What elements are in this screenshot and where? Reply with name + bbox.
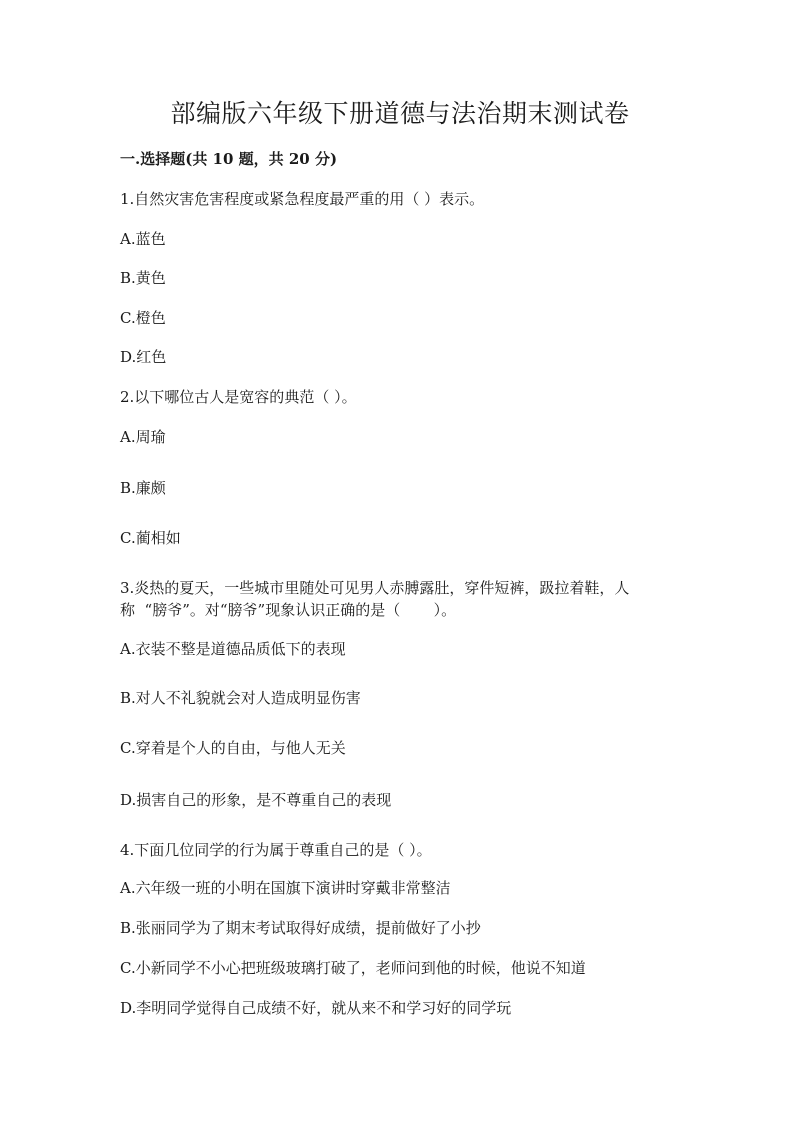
- question-1-option-b: B.黄色: [120, 269, 166, 287]
- question-3-option-c: C.穿着是个人的自由，与他人无关: [120, 739, 346, 757]
- question-4-stem: 4.下面几位同学的行为属于尊重自己的是（ ）。: [120, 841, 432, 859]
- question-4-option-a: A.六年级一班的小明在国旗下演讲时穿戴非常整洁: [120, 879, 451, 897]
- section-heading: 一.选择题(共 10 题，共 20 分): [120, 150, 338, 168]
- question-4-option-b: B.张丽同学为了期末考试取得好成绩，提前做好了小抄: [120, 919, 481, 937]
- question-1-option-a: A.蓝色: [120, 230, 166, 248]
- question-3-option-b: B.对人不礼貌就会对人造成明显伤害: [120, 689, 361, 707]
- page-title: 部编版六年级下册道德与法治期末测试卷: [170, 99, 630, 128]
- question-4-option-c: C.小新同学不小心把班级玻璃打破了，老师问到他的时候，他说不知道: [120, 959, 586, 977]
- question-2-option-b: B.廉颇: [120, 479, 166, 497]
- question-1-option-c: C.橙色: [120, 309, 166, 327]
- question-1-option-d: D.红色: [120, 348, 167, 366]
- question-2-option-a: A.周瑜: [120, 428, 166, 446]
- question-4-option-d: D.李明同学觉得自己成绩不好，就从来不和学习好的同学玩: [120, 999, 512, 1017]
- question-3-stem-line-2: 称 “膀爷”。对“膀爷”现象认识正确的是（ ）。: [120, 601, 457, 619]
- question-3-option-d: D.损害自己的形象，是不尊重自己的表现: [120, 791, 392, 809]
- question-2-option-c: C.蔺相如: [120, 529, 181, 547]
- question-3-option-a: A.衣装不整是道德品质低下的表现: [120, 640, 346, 658]
- question-2-stem: 2.以下哪位古人是宽容的典范（ ）。: [120, 388, 357, 406]
- question-1-stem: 1.自然灾害危害程度或紧急程度最严重的用（ ）表示。: [120, 190, 485, 208]
- question-3-stem-line-1: 3.炎热的夏天，一些城市里随处可见男人赤膊露肚，穿件短裤，趿拉着鞋，人: [120, 579, 630, 597]
